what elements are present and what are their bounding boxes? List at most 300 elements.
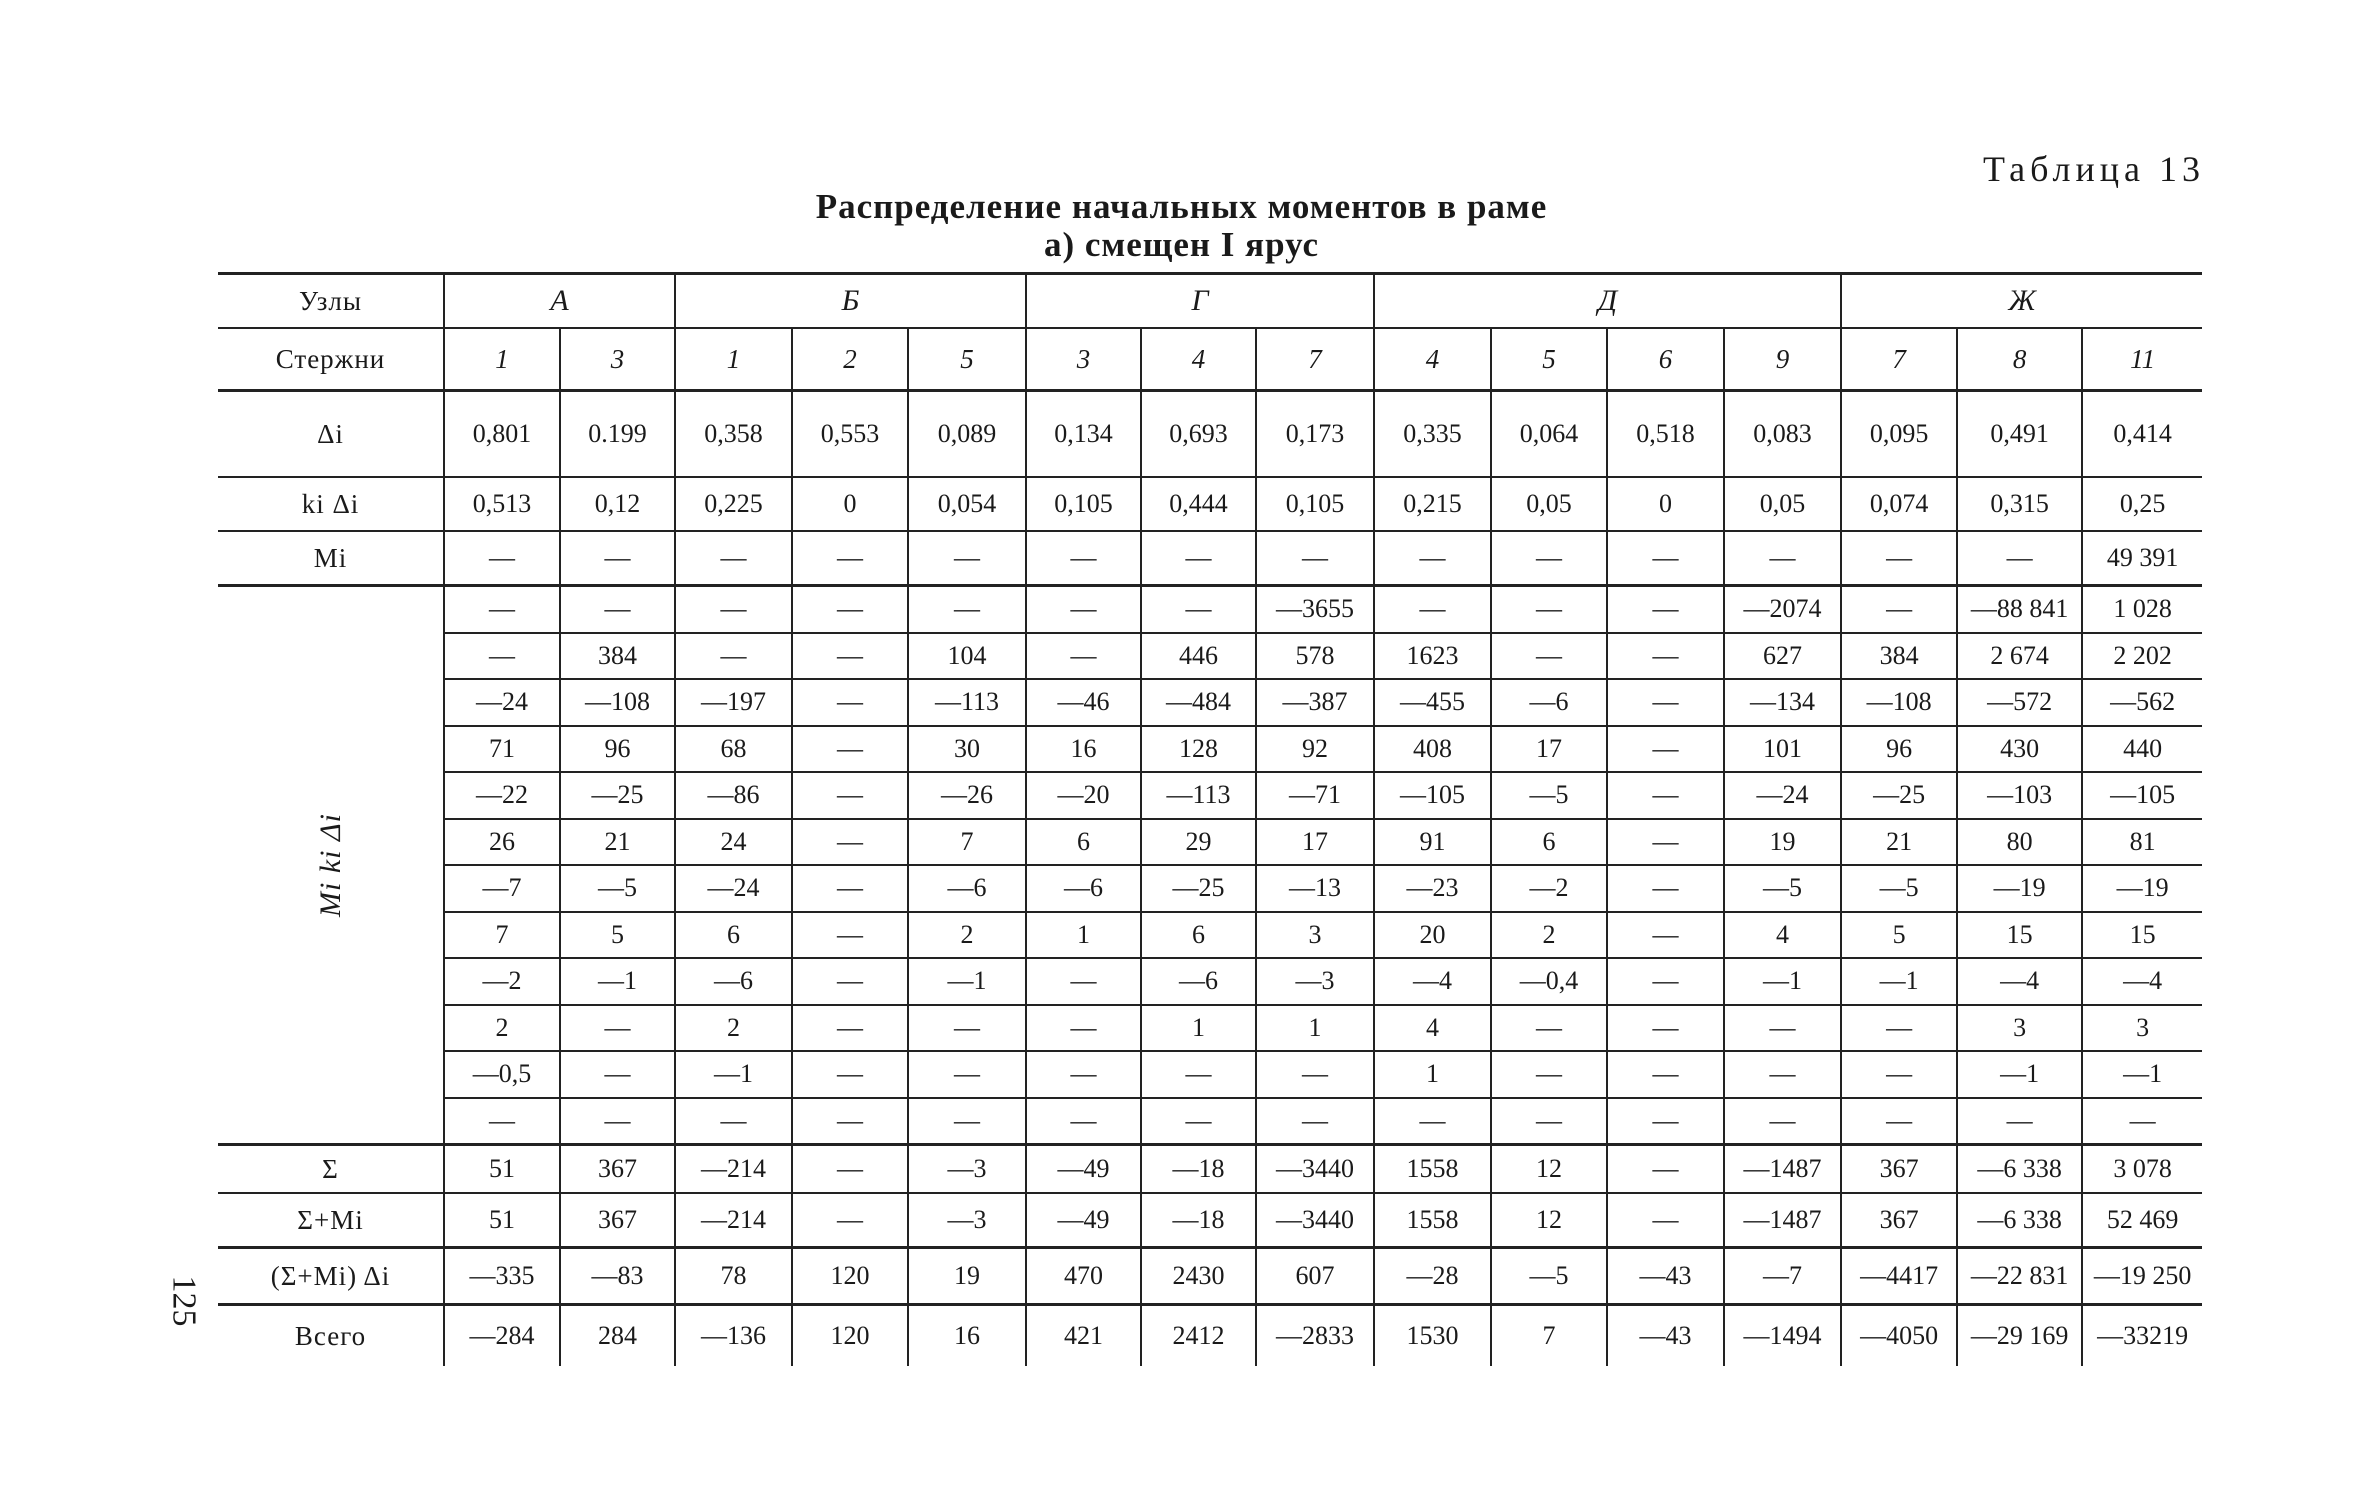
node-header: А [444, 274, 675, 329]
table-cell: — [908, 1098, 1026, 1145]
header-bars-row [218, 328, 2202, 391]
page-number: 125 [165, 1275, 203, 1327]
table-cell: 0,215 [1374, 477, 1491, 531]
table-cell: 101 [1724, 726, 1841, 773]
table-cell: 21 [560, 819, 675, 866]
table-cell: — [675, 586, 792, 633]
table-cell: 367 [560, 1145, 675, 1194]
table-cell: 0,05 [1491, 477, 1607, 531]
table-cell: — [1607, 912, 1724, 959]
title-line-1: Распределение начальных моментов в раме [815, 187, 1548, 226]
table-cell: 49 391 [2082, 531, 2202, 586]
table-cell: 430 [1957, 726, 2082, 773]
table-cell: —5 [1724, 865, 1841, 912]
table-cell: 284 [560, 1305, 675, 1367]
table-cell: 1 [444, 328, 560, 391]
table-cell: —28 [1374, 1248, 1491, 1305]
table-cell: — [1491, 1051, 1607, 1098]
table-cell: — [1724, 1051, 1841, 1098]
table-cell: 2 [792, 328, 908, 391]
table-cell: 1 [1026, 912, 1141, 959]
table-cell: —134 [1724, 679, 1841, 726]
table-cell: — [560, 531, 675, 586]
table-cell: 120 [792, 1248, 908, 1305]
table-cell: — [1607, 1193, 1724, 1248]
table-cell: —22 831 [1957, 1248, 2082, 1305]
table-cell: —33219 [2082, 1305, 2202, 1367]
table-cell: 0,083 [1724, 391, 1841, 478]
table-cell: —13 [1256, 865, 1374, 912]
iteration-row [218, 1005, 2202, 1052]
table-cell: 7 [1491, 1305, 1607, 1367]
table-cell: —1 [2082, 1051, 2202, 1098]
table-cell: 7 [1841, 328, 1957, 391]
table-cell: 0,225 [675, 477, 792, 531]
iteration-row [218, 912, 2202, 959]
carryover-factor-row [218, 477, 2202, 531]
table-cell: 2412 [1141, 1305, 1256, 1367]
table-cell: —5 [1841, 865, 1957, 912]
table-cell: 16 [908, 1305, 1026, 1367]
table-cell: — [908, 1051, 1026, 1098]
table-cell: —1 [1841, 958, 1957, 1005]
table-cell: 51 [444, 1193, 560, 1248]
table-cell: — [675, 633, 792, 680]
table-cell: —6 [908, 865, 1026, 912]
table-cell: — [1841, 1051, 1957, 1098]
iteration-row [218, 633, 2202, 680]
table-cell: —6 [1491, 679, 1607, 726]
table-cell: — [792, 1051, 908, 1098]
table-cell: —6 338 [1957, 1145, 2082, 1194]
table-cell: 1 028 [2082, 586, 2202, 633]
table-cell: 15 [2082, 912, 2202, 959]
table-cell: 0,693 [1141, 391, 1256, 478]
table-cell: 2 202 [2082, 633, 2202, 680]
table-cell: 81 [2082, 819, 2202, 866]
table-cell: —108 [1841, 679, 1957, 726]
table-cell: — [675, 1098, 792, 1145]
table-cell: — [1026, 531, 1141, 586]
table-cell: — [1841, 1005, 1957, 1052]
table-cell: — [908, 1005, 1026, 1052]
table-cell: 0,801 [444, 391, 560, 478]
table-cell: — [1141, 586, 1256, 633]
table-cell: —113 [908, 679, 1026, 726]
table-cell: 128 [1141, 726, 1256, 773]
table-cell: 4 [1374, 328, 1491, 391]
table-cell: 26 [444, 819, 560, 866]
table-cell: —2074 [1724, 586, 1841, 633]
table-cell: — [908, 531, 1026, 586]
table-cell: 4 [1724, 912, 1841, 959]
table-cell: —1 [1957, 1051, 2082, 1098]
title-line-2: а) смещен I ярус [1043, 225, 1320, 264]
table-cell: — [444, 1098, 560, 1145]
table-cell: —19 [1957, 865, 2082, 912]
table-cell: 52 469 [2082, 1193, 2202, 1248]
table-cell: —1 [675, 1051, 792, 1098]
table-cell: 24 [675, 819, 792, 866]
table-cell: 3 078 [2082, 1145, 2202, 1194]
table-cell: 17 [1491, 726, 1607, 773]
table-cell: —103 [1957, 772, 2082, 819]
table-cell: —83 [560, 1248, 675, 1305]
table-cell: — [1724, 531, 1841, 586]
table-cell: 0,491 [1957, 391, 2082, 478]
table-cell: 2 674 [1957, 633, 2082, 680]
table-cell: —3 [908, 1193, 1026, 1248]
table-cell: 7 [444, 912, 560, 959]
table-cell: —24 [444, 679, 560, 726]
table-cell: 0,25 [2082, 477, 2202, 531]
table-cell: — [1607, 958, 1724, 1005]
table-cell: 21 [1841, 819, 1957, 866]
table-cell: — [1607, 772, 1724, 819]
table-cell: 627 [1724, 633, 1841, 680]
table-cell: 440 [2082, 726, 2202, 773]
table-cell: 16 [1026, 726, 1141, 773]
table-cell: — [1607, 586, 1724, 633]
table-cell: — [1607, 1145, 1724, 1194]
table-cell: 578 [1256, 633, 1374, 680]
row-label-delta: Δi [218, 391, 444, 478]
table-cell: — [1141, 531, 1256, 586]
node-header: Ж [1841, 274, 2202, 329]
iteration-row [218, 958, 2202, 1005]
row-label-kd: ki Δi [218, 477, 444, 531]
table-cell: 408 [1374, 726, 1491, 773]
table-cell: 4 [1141, 328, 1256, 391]
table-cell: —24 [675, 865, 792, 912]
table-cell: — [908, 586, 1026, 633]
table-cell: 0,444 [1141, 477, 1256, 531]
table-cell: —108 [560, 679, 675, 726]
table-cell: — [1841, 586, 1957, 633]
table-cell: —5 [560, 865, 675, 912]
table-cell: — [1841, 531, 1957, 586]
table-cell: 367 [1841, 1145, 1957, 1194]
row-label-iter [218, 586, 444, 1145]
table-cell: —5 [1491, 772, 1607, 819]
table-cell: — [1607, 865, 1724, 912]
table-cell: —214 [675, 1145, 792, 1194]
table-cell: — [1607, 531, 1724, 586]
table-cell: 0,358 [675, 391, 792, 478]
table-cell: — [792, 1098, 908, 1145]
table-cell: — [1026, 958, 1141, 1005]
row-label-summ: Σ+Mi [218, 1193, 444, 1248]
table-cell: —49 [1026, 1145, 1141, 1194]
table-cell: 2 [908, 912, 1026, 959]
table-cell: —2 [1491, 865, 1607, 912]
product-row [218, 1248, 2202, 1305]
table-cell: —29 169 [1957, 1305, 2082, 1367]
table-cell: — [1491, 1098, 1607, 1145]
table-cell: —105 [2082, 772, 2202, 819]
table-cell: —572 [1957, 679, 2082, 726]
table-cell: —455 [1374, 679, 1491, 726]
table-cell: — [1026, 633, 1141, 680]
sum-row [218, 1145, 2202, 1194]
table-number-label: Таблица 13 [1983, 149, 2205, 189]
table-cell: 5 [908, 328, 1026, 391]
node-header: Б [675, 274, 1026, 329]
table-cell: 1 [675, 328, 792, 391]
table-cell: —7 [444, 865, 560, 912]
table-cell: 4 [1374, 1005, 1491, 1052]
table-cell: — [1374, 1098, 1491, 1145]
table-cell: 1558 [1374, 1193, 1491, 1248]
table-cell: — [792, 531, 908, 586]
table-cell: 384 [560, 633, 675, 680]
table-cell: —6 [1141, 958, 1256, 1005]
table-cell: —0,5 [444, 1051, 560, 1098]
table-cell: — [1957, 1098, 2082, 1145]
table-cell: 71 [444, 726, 560, 773]
table-cell: —3655 [1256, 586, 1374, 633]
table-cell: — [1256, 1098, 1374, 1145]
table-cell: — [1607, 819, 1724, 866]
row-label-total: Всего [218, 1305, 444, 1367]
table-cell: —22 [444, 772, 560, 819]
table-cell: — [1374, 586, 1491, 633]
table-cell: —25 [1841, 772, 1957, 819]
table-cell: —46 [1026, 679, 1141, 726]
table-cell: —3440 [1256, 1193, 1374, 1248]
table-cell: 20 [1374, 912, 1491, 959]
table-cell: — [1491, 531, 1607, 586]
table-cell: — [792, 772, 908, 819]
table-cell: 0 [1607, 477, 1724, 531]
table-cell: —86 [675, 772, 792, 819]
table-cell: — [444, 586, 560, 633]
moment-distribution-table [218, 272, 2202, 1366]
total-row [218, 1305, 2202, 1367]
table-cell: —20 [1026, 772, 1141, 819]
sum-plus-moment-row [218, 1193, 2202, 1248]
table-cell: — [560, 1051, 675, 1098]
table-cell: — [1026, 1005, 1141, 1052]
table-cell: —19 250 [2082, 1248, 2202, 1305]
table-cell: 3 [1026, 328, 1141, 391]
row-label-prod: (Σ+Mi) Δi [218, 1248, 444, 1305]
row-label-nodes: Узлы [218, 274, 444, 329]
table-cell: 1530 [1374, 1305, 1491, 1367]
table-cell: —4 [1957, 958, 2082, 1005]
table-cell: 1623 [1374, 633, 1491, 680]
iteration-row [218, 819, 2202, 866]
table-cell: 6 [1607, 328, 1724, 391]
table-cell: 80 [1957, 819, 2082, 866]
table-cell: 0.199 [560, 391, 675, 478]
table-cell: —1 [1724, 958, 1841, 1005]
table-cell: —113 [1141, 772, 1256, 819]
table-cell: —3 [908, 1145, 1026, 1194]
table-cell: —1487 [1724, 1193, 1841, 1248]
table-cell: 7 [908, 819, 1026, 866]
table-cell: 19 [908, 1248, 1026, 1305]
table-cell: 1 [1374, 1051, 1491, 1098]
table-cell: 5 [560, 912, 675, 959]
table-cell: —4417 [1841, 1248, 1957, 1305]
table-cell: — [1491, 1005, 1607, 1052]
table-cell: 0,05 [1724, 477, 1841, 531]
table-cell: 0,518 [1607, 391, 1724, 478]
table-cell: 6 [675, 912, 792, 959]
table-cell: 68 [675, 726, 792, 773]
table-cell: —6 [1026, 865, 1141, 912]
table-cell: —43 [1607, 1305, 1724, 1367]
table-cell: — [1607, 1098, 1724, 1145]
table-cell: — [560, 1098, 675, 1145]
table-cell: — [792, 958, 908, 1005]
iteration-label-text: Mi ki Δi [313, 813, 347, 917]
iteration-row [218, 1051, 2202, 1098]
table-cell: 0,173 [1256, 391, 1374, 478]
table-cell: 3 [1957, 1005, 2082, 1052]
table-cell: —18 [1141, 1145, 1256, 1194]
table-cell: —71 [1256, 772, 1374, 819]
table-cell: — [792, 633, 908, 680]
table-cell: — [792, 865, 908, 912]
table-cell: 5 [1841, 912, 1957, 959]
table-cell: —19 [2082, 865, 2202, 912]
table-cell: 3 [560, 328, 675, 391]
table-cell: 0,105 [1026, 477, 1141, 531]
table-cell: — [1607, 1051, 1724, 1098]
table-cell: 2430 [1141, 1248, 1256, 1305]
table-cell: 3 [1256, 912, 1374, 959]
table-cell: — [1491, 586, 1607, 633]
iteration-row [218, 726, 2202, 773]
node-header: Г [1026, 274, 1374, 329]
table-title [0, 188, 2363, 264]
table-cell: 2 [675, 1005, 792, 1052]
table-cell: 367 [1841, 1193, 1957, 1248]
table-cell: 78 [675, 1248, 792, 1305]
distribution-factor-row [218, 391, 2202, 478]
table-cell: 0,095 [1841, 391, 1957, 478]
table-cell: —1487 [1724, 1145, 1841, 1194]
table-cell: — [1607, 1005, 1724, 1052]
table-cell: —4 [1374, 958, 1491, 1005]
table-cell: 2 [444, 1005, 560, 1052]
table-cell: 11 [2082, 328, 2202, 391]
table-cell: —1 [908, 958, 1026, 1005]
table-cell: 1558 [1374, 1145, 1491, 1194]
table-cell: — [444, 633, 560, 680]
table-cell: 607 [1256, 1248, 1374, 1305]
table-cell: 0,315 [1957, 477, 2082, 531]
table-cell: — [1026, 1098, 1141, 1145]
table-cell: — [675, 531, 792, 586]
table-cell: 19 [1724, 819, 1841, 866]
table-cell: —562 [2082, 679, 2202, 726]
table-cell: —0,4 [1491, 958, 1607, 1005]
iteration-row [218, 586, 2202, 633]
table-cell: 17 [1256, 819, 1374, 866]
table-cell: 470 [1026, 1248, 1141, 1305]
table-cell: 8 [1957, 328, 2082, 391]
table-cell: 92 [1256, 726, 1374, 773]
table-cell: 3 [2082, 1005, 2202, 1052]
table-cell: — [444, 531, 560, 586]
table-cell: 7 [1256, 328, 1374, 391]
table-cell: 96 [1841, 726, 1957, 773]
table-cell: — [792, 912, 908, 959]
table-cell: 12 [1491, 1145, 1607, 1194]
table-cell: 104 [908, 633, 1026, 680]
table-cell: 6 [1491, 819, 1607, 866]
table-cell: 2 [1491, 912, 1607, 959]
table-cell: — [1724, 1005, 1841, 1052]
table-cell: —6 [675, 958, 792, 1005]
table-cell: 30 [908, 726, 1026, 773]
table-cell: —335 [444, 1248, 560, 1305]
table-cell: —5 [1491, 1248, 1607, 1305]
table-cell: 0,134 [1026, 391, 1141, 478]
table-cell: — [1607, 633, 1724, 680]
table-cell: — [1607, 679, 1724, 726]
table-cell: 29 [1141, 819, 1256, 866]
table-cell: — [1256, 1051, 1374, 1098]
table-cell: —197 [675, 679, 792, 726]
row-label-m: Mi [218, 531, 444, 586]
table-cell: — [792, 726, 908, 773]
table-cell: — [792, 1005, 908, 1052]
table-cell: — [2082, 1098, 2202, 1145]
initial-moment-row [218, 531, 2202, 586]
table-cell: 51 [444, 1145, 560, 1194]
table-cell: — [1841, 1098, 1957, 1145]
table-cell: — [792, 819, 908, 866]
table-cell: —88 841 [1957, 586, 2082, 633]
table-cell: 367 [560, 1193, 675, 1248]
row-label-sum: Σ [218, 1145, 444, 1194]
iteration-row [218, 772, 2202, 819]
table-cell: — [1026, 1051, 1141, 1098]
table-cell: —1494 [1724, 1305, 1841, 1367]
table-cell: —25 [560, 772, 675, 819]
table-cell: 446 [1141, 633, 1256, 680]
table-cell: 1 [1141, 1005, 1256, 1052]
table-cell: —2 [444, 958, 560, 1005]
table-cell: — [792, 1145, 908, 1194]
table-cell: 0,335 [1374, 391, 1491, 478]
table-cell: — [1957, 531, 2082, 586]
table-cell: — [1724, 1098, 1841, 1145]
table-cell: —1 [560, 958, 675, 1005]
table-cell: 120 [792, 1305, 908, 1367]
table-cell: —25 [1141, 865, 1256, 912]
table-cell: — [560, 586, 675, 633]
table-cell: 0,513 [444, 477, 560, 531]
table-cell: —3440 [1256, 1145, 1374, 1194]
table-cell: 6 [1026, 819, 1141, 866]
table-cell: 0,074 [1841, 477, 1957, 531]
table-cell: — [1491, 633, 1607, 680]
table-cell: —4 [2082, 958, 2202, 1005]
table-cell: —6 338 [1957, 1193, 2082, 1248]
table-cell: 0,105 [1256, 477, 1374, 531]
table-cell: 6 [1141, 912, 1256, 959]
table-cell: 12 [1491, 1193, 1607, 1248]
table-cell: 1 [1256, 1005, 1374, 1052]
table-cell: —26 [908, 772, 1026, 819]
table-cell: — [1374, 531, 1491, 586]
table-cell: 5 [1491, 328, 1607, 391]
